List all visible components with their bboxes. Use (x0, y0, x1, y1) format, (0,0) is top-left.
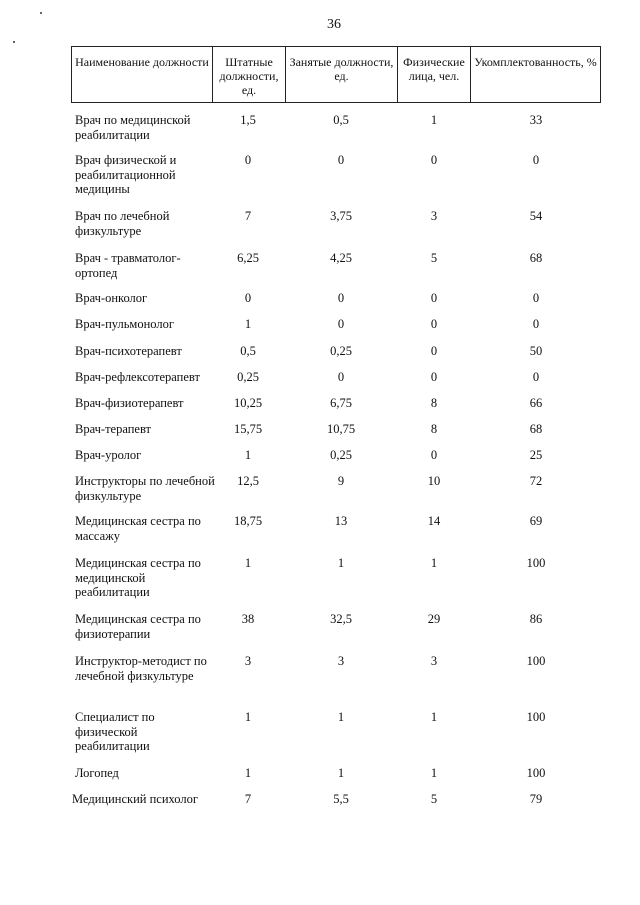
row-staff: 0 (244, 291, 252, 305)
row-occupied: 0,5 (333, 113, 349, 127)
row-completeness: 33 (529, 113, 543, 127)
row-persons: 0 (430, 291, 438, 305)
row-staff: 0 (244, 153, 252, 167)
row-occupied: 6,75 (330, 396, 352, 410)
header-physical-persons: Физические лица, чел. (398, 47, 471, 103)
row-completeness: 0 (532, 317, 540, 331)
row-completeness: 100 (526, 654, 546, 668)
row-staff: 15,75 (233, 422, 263, 436)
row-completeness: 50 (529, 344, 543, 358)
row-persons: 3 (430, 209, 438, 223)
row-position-name: Врач физической и реабилитационной медицины (75, 153, 177, 196)
row-persons: 3 (430, 654, 438, 668)
row-position-name: Инструкторы по лечебной физкультуре (75, 474, 215, 503)
row-completeness: 100 (526, 710, 546, 724)
header-occupied-positions: Занятые должности, ед. (286, 47, 398, 103)
row-position-name: Врач-онколог (75, 291, 148, 305)
row-persons: 1 (430, 556, 438, 570)
row-occupied: 1 (337, 556, 345, 570)
row-position-name: Логопед (75, 766, 119, 780)
row-persons: 1 (430, 710, 438, 724)
row-position-name: Врач-уролог (75, 448, 142, 462)
row-position-name: Врач-психотерапевт (75, 344, 182, 358)
row-completeness: 0 (532, 153, 540, 167)
row-completeness: 79 (529, 792, 543, 806)
row-occupied: 0 (337, 317, 345, 331)
row-staff: 12,5 (237, 474, 259, 488)
row-occupied: 9 (337, 474, 345, 488)
row-position-name: Врач по медицинской реабилитации (75, 113, 191, 142)
row-occupied: 1 (337, 766, 345, 780)
row-occupied: 5,5 (333, 792, 349, 806)
header-completeness: Укомплектованность, % (471, 47, 601, 103)
row-staff: 18,75 (233, 514, 263, 528)
row-staff: 0,5 (240, 344, 256, 358)
row-completeness: 68 (529, 251, 543, 265)
row-staff: 7 (244, 209, 252, 223)
row-staff: 10,25 (233, 396, 263, 410)
row-persons: 0 (430, 448, 438, 462)
row-staff: 1 (244, 766, 252, 780)
row-occupied: 3,75 (330, 209, 352, 223)
row-completeness: 69 (529, 514, 543, 528)
row-position-name: Медицинский психолог (72, 792, 198, 806)
row-completeness: 0 (532, 291, 540, 305)
row-position-name: Врач-пульмонолог (75, 317, 174, 331)
row-persons: 1 (430, 766, 438, 780)
row-persons: 8 (430, 396, 438, 410)
row-staff: 38 (241, 612, 255, 626)
row-persons: 1 (430, 113, 438, 127)
row-staff: 1 (244, 317, 252, 331)
row-occupied: 0 (337, 153, 345, 167)
row-staff: 0,25 (237, 370, 259, 384)
row-persons: 8 (430, 422, 438, 436)
row-position-name: Медицинская сестра по массажу (75, 514, 201, 543)
row-position-name: Инструктор-методист по лечебной физкультуре (75, 654, 207, 683)
row-staff: 6,25 (237, 251, 259, 265)
row-persons: 5 (430, 792, 438, 806)
row-position-name: Врач-физиотерапевт (75, 396, 184, 410)
row-occupied: 0 (337, 291, 345, 305)
row-staff: 1,5 (240, 113, 256, 127)
row-persons: 0 (430, 153, 438, 167)
row-position-name: Медицинская сестра по медицинской реабилитации (75, 556, 201, 599)
row-position-name: Врач-рефлексотерапевт (75, 370, 200, 384)
row-completeness: 66 (529, 396, 543, 410)
row-persons: 0 (430, 344, 438, 358)
row-occupied: 0,25 (330, 448, 352, 462)
row-completeness: 68 (529, 422, 543, 436)
row-position-name: Врач-терапевт (75, 422, 152, 436)
row-persons: 14 (427, 514, 441, 528)
row-occupied: 13 (334, 514, 348, 528)
row-completeness: 72 (529, 474, 543, 488)
row-position-name: Врач по лечебной физкультуре (75, 209, 170, 238)
row-occupied: 4,25 (330, 251, 352, 265)
row-completeness: 86 (529, 612, 543, 626)
row-completeness: 0 (532, 370, 540, 384)
header-position: Наименование должности (72, 47, 213, 103)
row-occupied: 1 (337, 710, 345, 724)
row-staff: 1 (244, 710, 252, 724)
header-staff-positions: Штатные должности, ед. (213, 47, 286, 103)
row-persons: 10 (427, 474, 441, 488)
row-staff: 7 (244, 792, 252, 806)
row-occupied: 0,25 (330, 344, 352, 358)
row-staff: 3 (244, 654, 252, 668)
row-occupied: 0 (337, 370, 345, 384)
row-persons: 0 (430, 370, 438, 384)
row-completeness: 54 (529, 209, 543, 223)
row-staff: 1 (244, 556, 252, 570)
row-occupied: 32,5 (330, 612, 352, 626)
row-persons: 29 (427, 612, 441, 626)
row-position-name: Медицинская сестра по физиотерапии (75, 612, 201, 641)
row-completeness: 100 (526, 556, 546, 570)
row-position-name: Врач - травматолог-ортопед (75, 251, 181, 280)
row-completeness: 25 (529, 448, 543, 462)
row-persons: 5 (430, 251, 438, 265)
row-occupied: 3 (337, 654, 345, 668)
row-occupied: 10,75 (326, 422, 356, 436)
row-position-name: Специалист по физической реабилитации (75, 710, 155, 753)
page-number: 36 (327, 17, 341, 32)
row-persons: 0 (430, 317, 438, 331)
row-staff: 1 (244, 448, 252, 462)
row-completeness: 100 (526, 766, 546, 780)
